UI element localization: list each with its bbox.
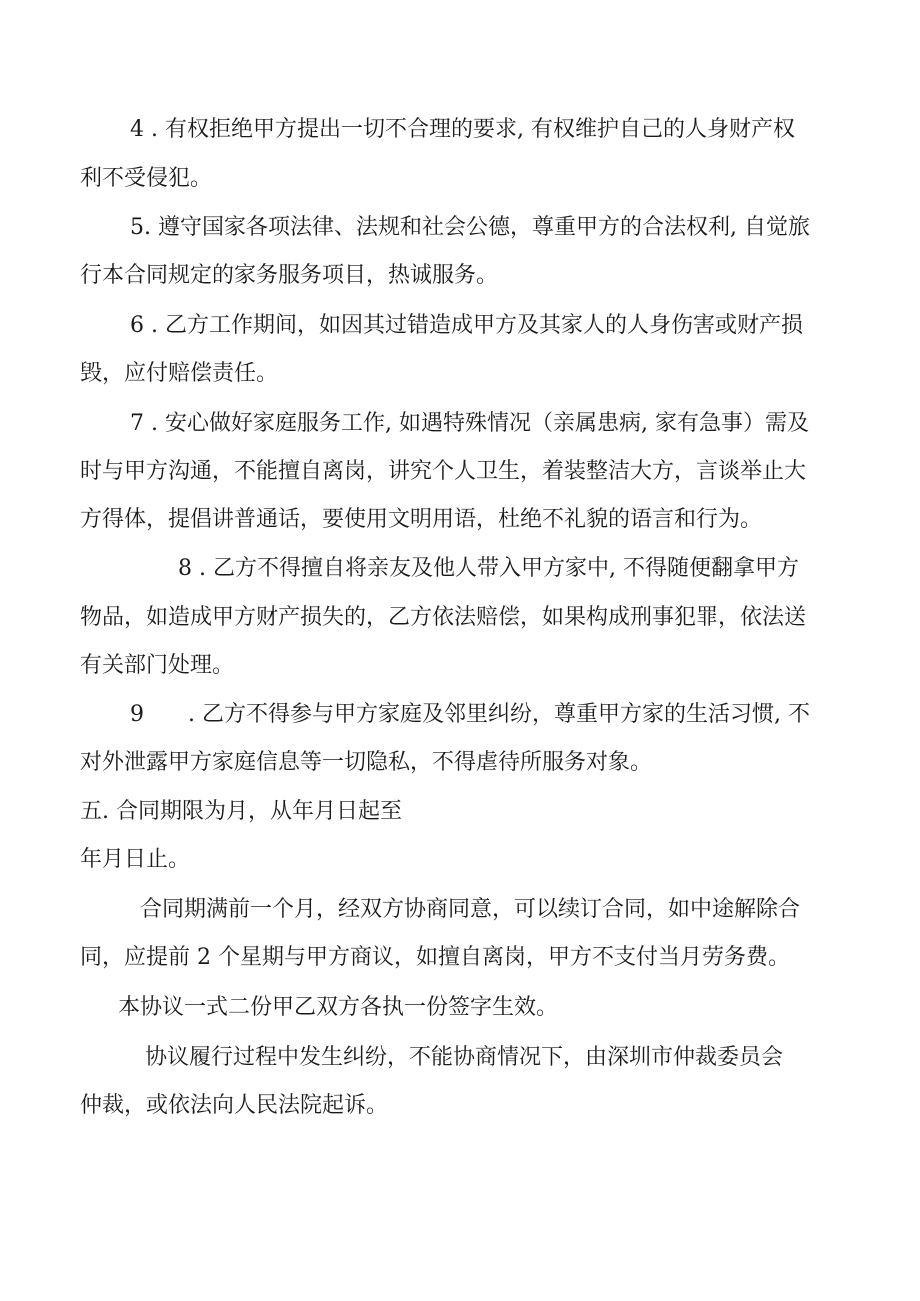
renewal-line-2: 同，应提前 2 个星期与甲方商议，如擅自离岗，甲方不支付当月劳务费。	[80, 945, 790, 970]
clause-9-line-1: 9 . 乙方不得参与甲方家庭及邻里纠纷，尊重甲方家的生活习惯, 不	[130, 702, 810, 727]
dispute-line-2: 仲裁，或依法向人民法院起诉。	[80, 1093, 389, 1118]
section-5-continuation: 年月日止。	[80, 847, 191, 872]
clause-8-line-1: 8 . 乙方不得擅自将亲友及他人带入甲方家中, 不得随便翻拿甲方	[178, 556, 799, 581]
clause-6-line-2: 毁，应付赔偿责任。	[80, 361, 279, 386]
clause-9-line-2: 对外泄露甲方家庭信息等一切隐私，不得虐待所服务对象。	[80, 750, 653, 775]
clause-7-line-3: 方得体，提倡讲普通话，要使用文明用语，杜绝不礼貌的语言和行为。	[80, 507, 763, 532]
section-5-heading: 五. 合同期限为月，从年月日起至	[80, 799, 402, 824]
clause-6-line-1: 6 . 乙方工作期间，如因其过错造成甲方及其家人的人身伤害或财产损	[130, 313, 803, 338]
clause-8-line-3: 有关部门处理。	[80, 653, 235, 678]
clause-7-line-1: 7 . 安心做好家庭服务工作, 如遇特殊情况（亲属患病, 家有急事）需及	[130, 411, 809, 436]
clause-8-line-2: 物品，如造成甲方财产损失的，乙方依法赔偿，如果构成刑事犯罪，依法送	[80, 605, 807, 630]
clause-5-line-2: 行本合同规定的家务服务项目，热诚服务。	[80, 263, 499, 288]
clause-4-line-2: 利不受侵犯。	[80, 166, 213, 191]
dispute-line-1: 协议履行过程中发生纠纷，不能协商情况下，由深圳市仲裁委员会	[145, 1045, 784, 1070]
clause-5-line-1: 5. 遵守国家各项法律、法规和社会公德，尊重甲方的合法权利, 自觉旅	[130, 215, 810, 240]
copies-statement: 本协议一式二份甲乙双方各执一份签字生效。	[118, 995, 559, 1020]
clause-7-line-2: 时与甲方沟通，不能擅自离岗，讲究个人卫生，着装整洁大方，言谈举止大	[80, 459, 807, 484]
renewal-line-1: 合同期满前一个月，经双方协商同意，可以续订合同，如中途解除合	[140, 897, 801, 922]
clause-4-line-1: 4 . 有权拒绝甲方提出一切不合理的要求, 有权维护自己的人身财产权	[130, 117, 795, 142]
